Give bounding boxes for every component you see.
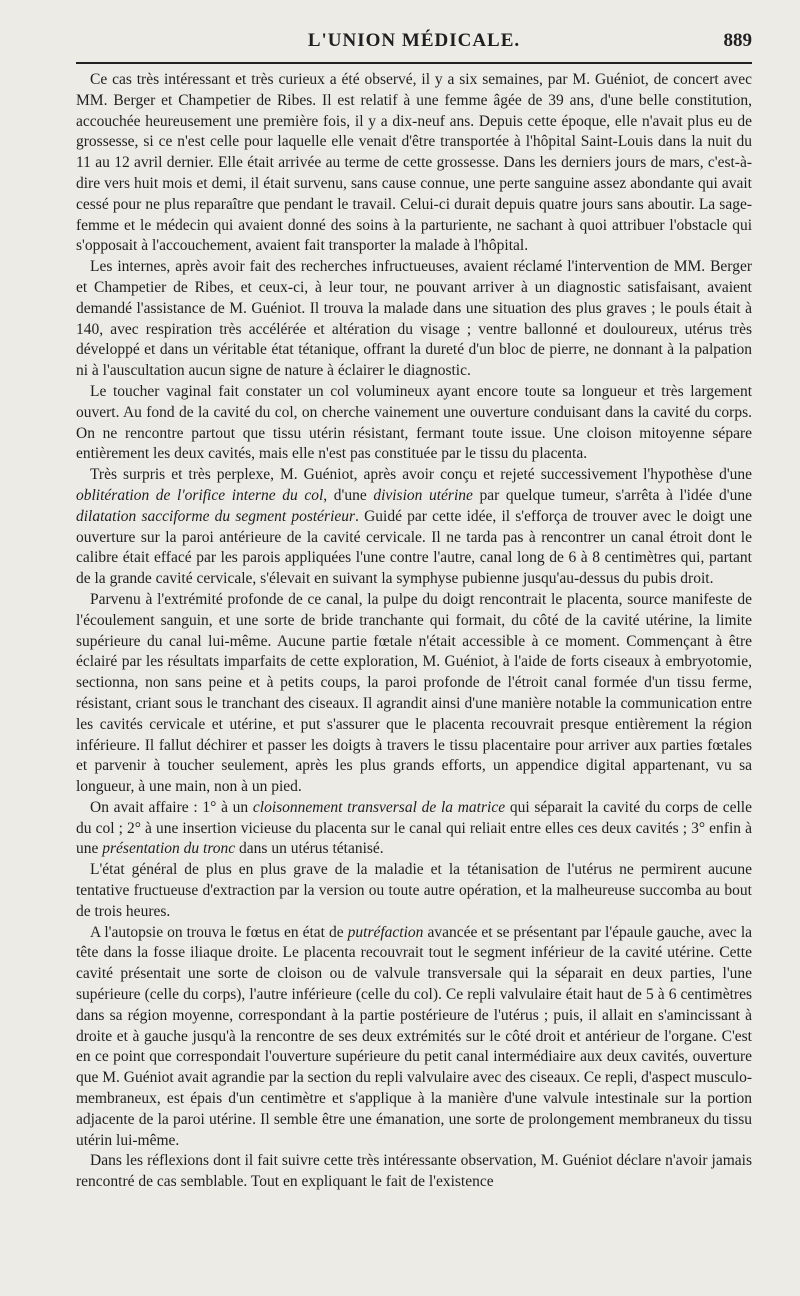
paragraph (76, 798, 752, 860)
italic-phrase: présentation du tronc (102, 840, 236, 858)
paragraph (76, 465, 752, 590)
text-run: Le toucher vaginal fait constater un col volumineux ayant encore toute sa longueur et très largement ouvert. Au fond de la cavité du col, on cherche vainement une ouverture conduisant dans la cavité du corps. On ne rencontre partout que tissu utérin résistant, fermant toute issue. Une cloison mitoyenne sépare entièrement les deux cavités, mais elle n'est pas constituée par le tissu du placenta. (76, 382, 752, 463)
paragraph (76, 257, 752, 382)
italic-phrase: cloisonnement transversal de la matrice (252, 798, 506, 816)
page-number: 889 (723, 30, 752, 51)
italic-phrase: putréfaction (347, 923, 424, 941)
article-body (76, 70, 752, 1193)
text-run: Ce cas très intéressant et très curieux a été observé, il y a six semaines, par M. Guéniot, de concert avec MM. Berger et Champetier de Ribes. Il est relatif à une femme âgée de 39 ans, d'une belle constitution, accouchée heureusement une première fois, il y a dix-neuf ans. Depuis cette époque, elle n'avait plus eu de grossesse, si ce n'est celle pour laquelle elle venait d'être transportée à l'hôpital Saint-Louis dans la nuit du 11 au 12 avril dernier. Elle était arrivée au terme de cette grossesse. Dans les derniers jours de mars, c'est-à-dire vers huit mois et demi, il était survenu, sans cause connue, une perte sanguine assez abondante qui avait cessé pour ne plus reparaître que pendant le travail. Celui-ci durait depuis quatre jours sans aboutir. La sage-femme et le médecin qui avaient donné des soins à la parturiente, ne sachant à quoi attribuer l'obstacle qui s'opposait à l'accouchement, avaient fait transporter la malade à l'hôpital. (76, 71, 752, 255)
italic-phrase: oblitération de l'orifice interne du col (76, 486, 324, 504)
paragraph (76, 860, 752, 922)
italic-phrase: division utérine (373, 486, 473, 504)
paragraph (76, 590, 752, 798)
paragraph (76, 382, 752, 465)
italic-phrase: dilatation sacciforme du segment postérieur (76, 507, 356, 525)
text-run: On avait affaire : 1° à un (90, 798, 253, 816)
text-run: Les internes, après avoir fait des recherches infructueuses, avaient réclamé l'intervention de MM. Berger et Champetier de Ribes, et ceux-ci, à leur tour, ne pouvant arriver à un diagnostic satisfaisant, avaient demandé l'assistance de M. Guéniot. Il trouva la malade dans une situation des plus graves ; le pouls était à 140, avec respiration très accélérée et altération du visage ; ventre ballonné et douloureux, utérus très développé et dans un véritable état tétanique, offrant la dureté d'un bloc de pierre, ne donnant à la palpation ni à l'auscultation aucun signe de nature à éclairer le diagnostic. (76, 258, 752, 380)
text-run: dans un utérus tétanisé. (235, 840, 384, 858)
text-run: Parvenu à l'extrémité profonde de ce canal, la pulpe du doigt rencontrait le placenta, source manifeste de l'écoulement sanguin, et une sorte de bride tranchante qui formait, du côté de la cavité utérine, la limite supérieure du canal lui-même. Aucune partie fœtale n'était accessible à ce moment. Commençant à être éclairé par les résultats imparfaits de cette exploration, M. Guéniot, à l'aide de forts ciseaux à embryotomie, sectionna, non sans peine et à petits coups, la paroi profonde de l'étroit canal formée d'un tissu ferme, résistant, criant sous le tranchant des ciseaux. Il agrandit ainsi d'une manière notable la communication entre les cavités cervicale et utérine, et put s'assurer que le placenta recouvrait presque entièrement la région inférieure. Il fallut déchirer et passer les doigts à travers le tissu placentaire pour arriver aux parties fœtales et parvenir à toucher seulement, après les plus grands efforts, un appendice digital appartenant, vu sa longueur, à une main, non à un pied. (76, 590, 752, 796)
text-run: Très surpris et très perplexe, M. Guéniot, après avoir conçu et rejeté successivement l'hypothèse d'une (90, 466, 752, 484)
text-run: L'état général de plus en plus grave de la maladie et la tétanisation de l'utérus ne permirent aucune tentative fructueuse d'extraction par la version ou toute autre opération, et la malheureuse succomba au bout de trois heures. (76, 861, 752, 920)
header-rule (76, 62, 752, 64)
text-run: qui séparait la cavité du corps de celle du col ; 2° à une insertion vicieuse du placenta sur le canal qui reliait entre elles ces deux cavités ; 3° enfin à une (76, 798, 752, 858)
text-run: avancée et se présentant par l'épaule gauche, avec la tête dans la fosse iliaque droite. Le placenta recouvrait tout le segment inférieur de la cavité utérine. Cette cavité présentait une sorte de cloison ou de valvule transversale qui la séparait en deux parties, l'une supérieure (celle du corps), l'autre inférieure (celle du col). Ce repli valvulaire était haut de 5 à 6 centimètres dans sa région moyenne, correspondant à la partie postérieure de l'utérus ; puis, il allait en s'amincissant à droite et à gauche jusqu'à la rencontre de ses deux extrémités sur le côté droit et antérieur de l'organe. C'est en ce point que correspondait l'ouverture supérieure du petit canal intermédiaire aux deux cavités, ouverture que M. Guéniot avait agrandie par la section du repli valvulaire avec des ciseaux. Ce repli, d'aspect musculo-membraneux, est épais d'un centimètre et s'applique à la manière d'une valvule intestinale sur la portion adjacente de la paroi utérine. Il semble être une émanation, une sorte de prolongement membraneux du tissu utérin lui-même. (76, 923, 752, 1149)
text-run: Dans les réflexions dont il fait suivre cette très intéressante observation, M. Guéniot déclare n'avoir jamais rencontré de cas semblable. Tout en expliquant le fait de l'existence (76, 1152, 752, 1191)
text-run: par quelque tumeur, s'arrêta à l'idée d'une (472, 486, 752, 504)
page-header (76, 0, 752, 54)
paragraph (76, 923, 752, 1152)
text-run: A l'autopsie on trouva le fœtus en état de (90, 923, 348, 941)
text-run: , d'une (323, 486, 374, 504)
paragraph (76, 70, 752, 257)
paragraph (76, 1151, 752, 1193)
text-run: . Guidé par cette idée, il s'efforça de trouver avec le doigt une ouverture sur la paroi antérieure de la cavité cervicale. Il ne tarda pas à rencontrer un canal étroit dont le calibre était effacé par les parois appliquées l'une contre l'autre, canal long de 6 à 8 centimètres qui, partant de la grande cavité cervicale, s'élevait en suivant la symphyse pubienne jusqu'au-dessus du pubis droit. (76, 507, 752, 588)
running-title: L'UNION MÉDICALE. (307, 30, 521, 51)
